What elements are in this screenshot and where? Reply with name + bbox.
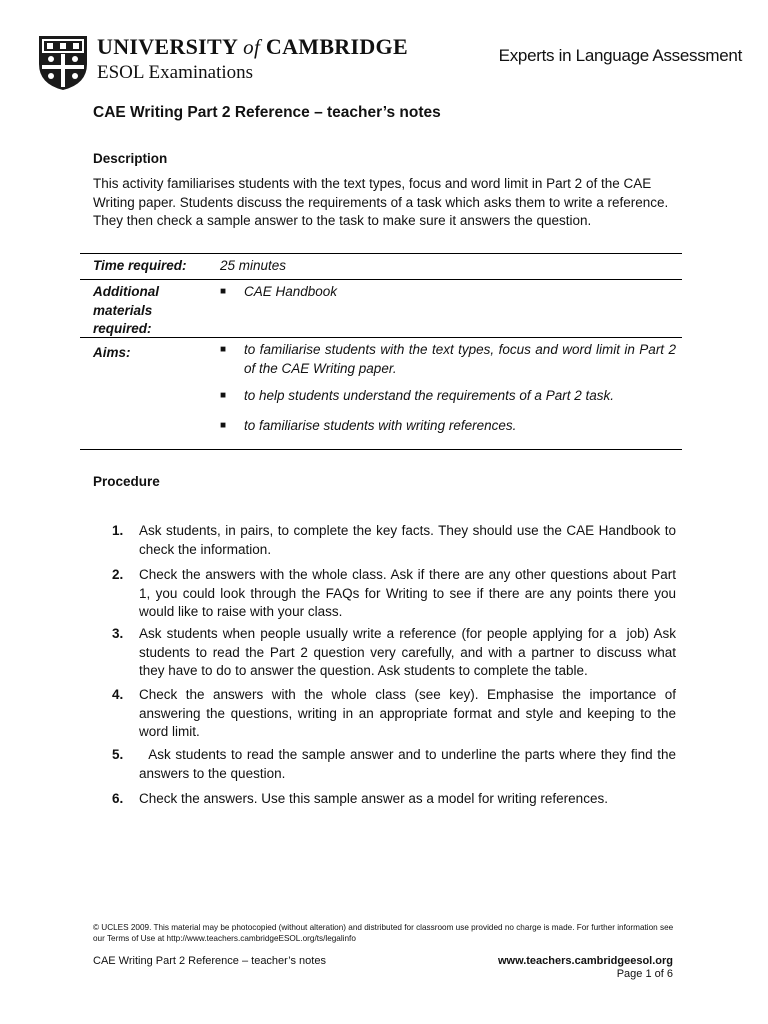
footer-doc-title: CAE Writing Part 2 Reference – teacher’s notes — [93, 955, 326, 967]
footer-url[interactable]: www.teachers.cambridgeesol.org — [497, 955, 673, 967]
procedure-step: 2. Check the answers with the whole class. Ask if there are any other questions about Part 1, you could look through the FAQs for Writing to see if there are any points there you would like to raise with your class. — [112, 567, 676, 619]
table-rule — [80, 279, 682, 280]
materials-label: Additional materials required: — [93, 284, 159, 336]
procedure-step: 3. Ask students when people usually write a reference (for people applying for a job) Ask students to read the Part 2 question very carefully, and with a partner to discuss what they have to do to answer the question. Ask students to complete the table. — [112, 626, 680, 678]
cambridge-crest-logo — [37, 34, 89, 92]
description-text: This activity familiarises students with the text types, focus and word limit in Part 2 of the CAE Writing paper. Students discuss the requirements of a task which asks them to write a reference. They then check a sample answer to the task to make sure it answers the question. — [93, 176, 669, 228]
table-rule — [80, 337, 682, 338]
time-label: Time required: — [93, 258, 187, 273]
esol-examinations: ESOL Examinations — [97, 62, 254, 83]
aims-label: Aims: — [93, 345, 131, 360]
procedure-step: 1. Ask students, in pairs, to complete the key facts. They should use the CAE Handbook to check the information. — [112, 523, 676, 557]
bullet-icon: ■ — [220, 420, 227, 431]
table-rule — [80, 253, 682, 254]
aims-item: ■ to familiarise students with the text types, focus and word limit in Part 2 of the CAE Writing paper. — [220, 342, 676, 376]
procedure-step: 4. Check the answers with the whole class (see key). Emphasise the importance of answering the questions, writing in an appropriate format and style and keeping to the word limit. — [112, 687, 676, 739]
bullet-icon: ■ — [220, 286, 227, 297]
page-number: Page 1 of 6 — [616, 968, 673, 980]
copyright-note: © UCLES 2009. This material may be photocopied (without alteration) and distributed for classroom use provided no charge is made. For further information see our Terms of Use at http://www.teachers.cambridgeESOL.org/ts/legalinfo — [93, 923, 674, 943]
page-title: CAE Writing Part 2 Reference – teacher’s notes — [93, 104, 441, 121]
time-value: 25 minutes — [220, 258, 287, 273]
materials-item: ■ CAE Handbook — [220, 283, 676, 302]
aims-item: ■ to familiarise students with writing references. — [220, 417, 676, 436]
table-rule — [80, 449, 682, 450]
bullet-icon: ■ — [220, 390, 227, 401]
procedure-heading: Procedure — [93, 474, 160, 489]
procedure-step: 6. Check the answers. Use this sample answer as a model for writing references. — [112, 791, 608, 806]
aims-item: ■ to help students understand the requirements of a Part 2 task. — [220, 387, 676, 406]
university-name: UNIVERSITY of CAMBRIDGE — [97, 34, 408, 59]
procedure-step: 5. Ask students to read the sample answer and to underline the parts where they find the answers to the question. — [112, 747, 680, 781]
bullet-icon: ■ — [220, 344, 227, 355]
tagline: Experts in Language Assessment — [498, 46, 742, 65]
description-heading: Description — [93, 151, 168, 166]
